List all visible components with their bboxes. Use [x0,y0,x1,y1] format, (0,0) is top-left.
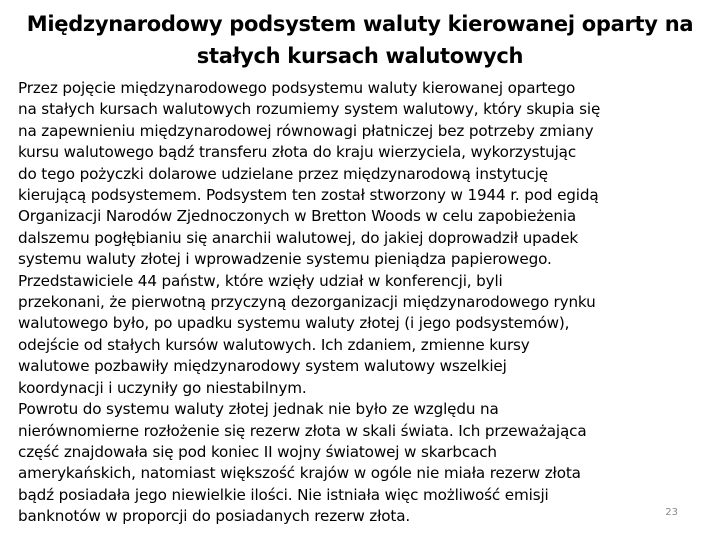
title-line: stałych kursach walutowych [196,44,524,68]
body-line: na stałych kursach walutowych rozumiemy system walutowy, który skupia się [18,100,601,119]
page-number: 23 [665,507,678,518]
body-line: dalszemu pogłębianiu się anarchii walutowej, do jakiej doprowadził upadek [18,228,579,247]
body-line: walutowego było, po upadku systemu waluty złotej (i jego podsystemów), [18,314,570,333]
body-line: Organizacji Narodów Zjednoczonych w Bretton Woods w celu zapobieżenia [18,207,577,226]
body-text [18,78,712,528]
body-line: nierównomierne rozłożenie się rezerw złota w skali świata. Ich przeważająca [18,421,587,440]
body-line: Przez pojęcie międzynarodowego podsystemu waluty kierowanej opartego [18,79,576,97]
body-line: na zapewnieniu międzynarodowej równowagi płatniczej bez potrzeby zmiany [18,121,594,140]
body-line: przekonani, że pierwotną przyczyną dezorganizacji międzynarodowego rynku [18,293,596,312]
body-line: bądź posiadała jego niewielkie ilości. Nie istniała więc możliwość emisji [18,485,549,504]
body-line: odejście od stałych kursów walutowych. Ich zdaniem, zmienne kursy [18,335,530,354]
body-line: walutowe pozbawiły międzynarodowy system walutowy wszelkiej [18,357,507,376]
body-line: do tego pożyczki dolarowe udzielane przez międzynarodową instytucję [18,164,548,183]
body-line: koordynacji i uczyniły go niestabilnym. [18,378,307,397]
body-line: systemu waluty złotej i wprowadzenie systemu pieniądza papierowego. [18,250,552,269]
body-line: kierującą podsystemem. Podsystem ten został stworzony w 1944 r. pod egidą [18,186,599,205]
body-line: Przedstawiciele 44 państw, które wzięły udział w konferencji, byli [18,271,503,290]
title-line: Międzynarodowy podsystem waluty kierowanej oparty na [26,12,694,36]
slide-title [10,8,710,72]
body-line: banknotów w proporcji do posiadanych rezerw złota. [18,507,411,526]
body-line: amerykańskich, natomiast większość krajów w ogóle nie miała rezerw złota [18,464,581,483]
body-line: część znajdowała się pod koniec II wojny światowej w skarbcach [18,442,497,461]
body-line: Powrotu do systemu waluty złotej jednak nie było ze względu na [18,400,499,419]
body-line: kursu walutowego bądź transferu złota do kraju wierzyciela, wykorzystując [18,143,577,162]
